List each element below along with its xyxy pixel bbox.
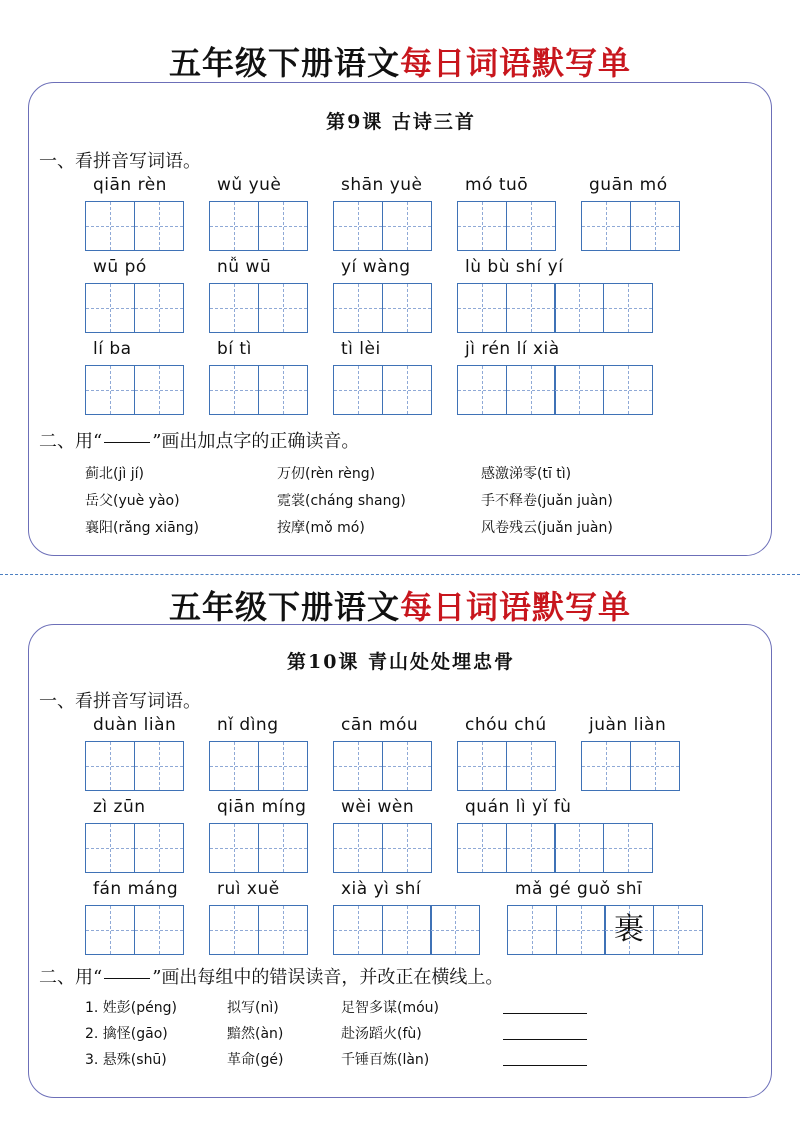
writing-cell[interactable] xyxy=(506,741,556,791)
writing-boxes xyxy=(457,201,554,251)
writing-cell[interactable] xyxy=(333,905,383,955)
pinyin-label: chóu chú xyxy=(465,715,547,735)
sheet2-heading-2-post: ”画出每组中的错误读音，并改正在横线上。 xyxy=(152,967,504,988)
writing-boxes xyxy=(457,741,554,791)
question-item: 霓裳(cháng shang) xyxy=(277,493,406,509)
writing-cell[interactable] xyxy=(457,365,507,415)
pinyin-label: yí wàng xyxy=(341,257,411,277)
cell-char: 裹 xyxy=(614,912,644,947)
sheet1-heading-2-post: ”画出加点字的正确读音。 xyxy=(152,431,360,452)
writing-boxes xyxy=(333,201,430,251)
question-item: 千锤百炼(làn) xyxy=(341,1052,430,1068)
writing-cell[interactable] xyxy=(209,283,259,333)
writing-boxes xyxy=(333,283,430,333)
writing-boxes xyxy=(457,823,651,873)
pinyin-label: qiān míng xyxy=(217,797,307,817)
question-item: 黯然(àn) xyxy=(227,1026,284,1042)
writing-boxes xyxy=(209,905,306,955)
writing-cell[interactable] xyxy=(630,201,680,251)
pinyin-label: cān móu xyxy=(341,715,419,735)
pinyin-label: jì rén lí xià xyxy=(465,339,560,359)
writing-cell[interactable] xyxy=(134,905,184,955)
pinyin-label: bí tì xyxy=(217,339,252,359)
question-item: 赴汤蹈火(fù) xyxy=(341,1026,422,1042)
sheet1-heading-1: 一、看拼音写词语。 xyxy=(39,151,201,172)
question-item: 岳父(yuè yào) xyxy=(85,493,180,509)
question-item: 万仞(rèn rèng) xyxy=(277,466,376,482)
writing-cell[interactable] xyxy=(333,201,383,251)
writing-cell[interactable] xyxy=(209,823,259,873)
pinyin-label: juàn liàn xyxy=(589,715,667,735)
writing-cell[interactable] xyxy=(457,823,507,873)
writing-cell[interactable] xyxy=(506,365,556,415)
writing-cell[interactable] xyxy=(457,741,507,791)
question-item: 1. 姓彭(péng) xyxy=(85,1000,177,1016)
writing-boxes xyxy=(85,365,182,415)
sheet2-title xyxy=(0,582,800,628)
sheet2-title-black: 五年级下册语文 xyxy=(168,588,400,626)
question-item: 蓟北(jì jí) xyxy=(85,466,144,482)
writing-cell[interactable] xyxy=(209,905,259,955)
writing-cell[interactable] xyxy=(653,905,703,955)
writing-cell[interactable] xyxy=(258,365,308,415)
cut-line xyxy=(0,574,800,575)
pinyin-label: wǔ yuè xyxy=(217,175,282,195)
pinyin-label: ruì xuě xyxy=(217,879,280,899)
writing-boxes xyxy=(209,283,306,333)
answer-line[interactable] xyxy=(503,1013,587,1014)
writing-cell[interactable] xyxy=(554,283,604,333)
writing-cell[interactable] xyxy=(556,905,606,955)
writing-boxes xyxy=(457,283,651,333)
writing-cell[interactable] xyxy=(382,905,432,955)
writing-cell[interactable] xyxy=(85,365,135,415)
writing-cell[interactable] xyxy=(134,741,184,791)
writing-boxes xyxy=(333,365,430,415)
writing-cell[interactable] xyxy=(333,741,383,791)
writing-cell[interactable] xyxy=(333,283,383,333)
sheet1-title-red: 每日词语默写单 xyxy=(400,44,632,82)
writing-cell[interactable] xyxy=(134,823,184,873)
writing-boxes xyxy=(457,365,651,415)
writing-boxes xyxy=(333,905,479,955)
writing-cell[interactable] xyxy=(603,365,653,415)
writing-cell[interactable] xyxy=(382,365,432,415)
question-item: 感激涕零(tī tì) xyxy=(481,466,572,482)
writing-boxes xyxy=(209,201,306,251)
pinyin-label: duàn liàn xyxy=(93,715,177,735)
sheet2-title-red: 每日词语默写单 xyxy=(400,588,632,626)
pinyin-label: mǎ gé guǒ shī xyxy=(515,879,643,899)
question-item: 按摩(mǒ mó) xyxy=(277,520,365,536)
writing-cell[interactable] xyxy=(134,365,184,415)
sheet1-card xyxy=(28,82,772,556)
pinyin-label: xià yì shí xyxy=(341,879,422,899)
writing-cell[interactable] xyxy=(209,365,259,415)
writing-boxes xyxy=(85,905,182,955)
writing-boxes xyxy=(85,283,182,333)
pinyin-label: tì lèi xyxy=(341,339,381,359)
question-item: 足智多谋(móu) xyxy=(341,1000,439,1016)
pinyin-label: nǐ dìng xyxy=(217,715,279,735)
writing-cell[interactable] xyxy=(85,741,135,791)
writing-cell[interactable] xyxy=(209,201,259,251)
writing-boxes xyxy=(581,201,678,251)
writing-boxes xyxy=(333,741,430,791)
sheet1-heading-2-pre: 二、用“ xyxy=(39,431,103,452)
underline-blank xyxy=(104,442,150,443)
question-item: 襄阳(rǎng xiāng) xyxy=(85,520,199,536)
writing-cell[interactable] xyxy=(581,201,631,251)
writing-cell[interactable] xyxy=(554,823,604,873)
writing-cell[interactable] xyxy=(506,283,556,333)
writing-boxes xyxy=(209,823,306,873)
sheet1-heading-2 xyxy=(39,427,359,453)
writing-cell[interactable] xyxy=(603,823,653,873)
pinyin-label: wū pó xyxy=(93,257,147,277)
writing-boxes xyxy=(507,905,701,955)
writing-cell[interactable] xyxy=(333,365,383,415)
writing-boxes xyxy=(85,823,182,873)
writing-cell[interactable] xyxy=(258,283,308,333)
question-item: 3. 悬殊(shū) xyxy=(85,1052,167,1068)
writing-cell[interactable] xyxy=(604,905,654,955)
sheet2-lesson-title: 第10课 青山处处埋忠骨 xyxy=(286,651,516,673)
writing-cell[interactable] xyxy=(333,823,383,873)
question-item: 2. 擒怪(gāo) xyxy=(85,1026,168,1042)
question-item: 手不释卷(juǎn juàn) xyxy=(481,493,613,509)
writing-boxes xyxy=(581,741,678,791)
writing-cell[interactable] xyxy=(382,741,432,791)
sheet2-heading-2 xyxy=(39,963,503,989)
pinyin-label: lí ba xyxy=(93,339,132,359)
sheet2-card xyxy=(28,624,772,1098)
question-item: 拟写(nì) xyxy=(227,1000,279,1016)
writing-cell[interactable] xyxy=(581,741,631,791)
pinyin-label: mó tuō xyxy=(465,175,529,195)
writing-boxes xyxy=(85,201,182,251)
pinyin-label: wèi wèn xyxy=(341,797,415,817)
writing-boxes xyxy=(209,365,306,415)
writing-boxes xyxy=(209,741,306,791)
writing-cell[interactable] xyxy=(85,201,135,251)
answer-line[interactable] xyxy=(503,1039,587,1040)
writing-cell[interactable] xyxy=(85,283,135,333)
writing-cell[interactable] xyxy=(258,201,308,251)
writing-cell[interactable] xyxy=(134,283,184,333)
sheet2-heading-1: 一、看拼音写词语。 xyxy=(39,691,201,712)
writing-cell[interactable] xyxy=(506,201,556,251)
question-item: 风卷残云(juǎn juàn) xyxy=(481,520,613,536)
sheet1-title xyxy=(0,38,800,84)
writing-cell[interactable] xyxy=(258,905,308,955)
pinyin-label: zì zūn xyxy=(93,797,146,817)
writing-cell[interactable] xyxy=(507,905,557,955)
writing-cell[interactable] xyxy=(554,365,604,415)
writing-boxes xyxy=(333,823,430,873)
pinyin-label: fán máng xyxy=(93,879,179,899)
writing-cell[interactable] xyxy=(382,201,432,251)
sheet1-title-black: 五年级下册语文 xyxy=(168,44,400,82)
pinyin-label: qiān rèn xyxy=(93,175,167,195)
underline-blank xyxy=(104,978,150,979)
pinyin-label: nǚ wū xyxy=(217,257,272,277)
writing-boxes xyxy=(85,741,182,791)
writing-cell[interactable] xyxy=(382,283,432,333)
writing-cell[interactable] xyxy=(457,201,507,251)
writing-cell[interactable] xyxy=(457,283,507,333)
pinyin-label: shān yuè xyxy=(341,175,423,195)
writing-cell[interactable] xyxy=(258,823,308,873)
pinyin-label: quán lì yǐ fù xyxy=(465,797,572,817)
writing-cell[interactable] xyxy=(382,823,432,873)
answer-line[interactable] xyxy=(503,1065,587,1066)
writing-cell[interactable] xyxy=(85,905,135,955)
pinyin-label: guān mó xyxy=(589,175,668,195)
sheet2-heading-2-pre: 二、用“ xyxy=(39,967,103,988)
writing-cell[interactable] xyxy=(85,823,135,873)
sheet1-lesson-title: 第9课 古诗三首 xyxy=(326,111,476,133)
writing-cell[interactable] xyxy=(506,823,556,873)
writing-cell[interactable] xyxy=(209,741,259,791)
writing-cell[interactable] xyxy=(134,201,184,251)
writing-cell[interactable] xyxy=(430,905,480,955)
writing-cell[interactable] xyxy=(603,283,653,333)
pinyin-label: lù bù shí yí xyxy=(465,257,564,277)
writing-cell[interactable] xyxy=(630,741,680,791)
question-item: 革命(gé) xyxy=(227,1052,284,1068)
writing-cell[interactable] xyxy=(258,741,308,791)
